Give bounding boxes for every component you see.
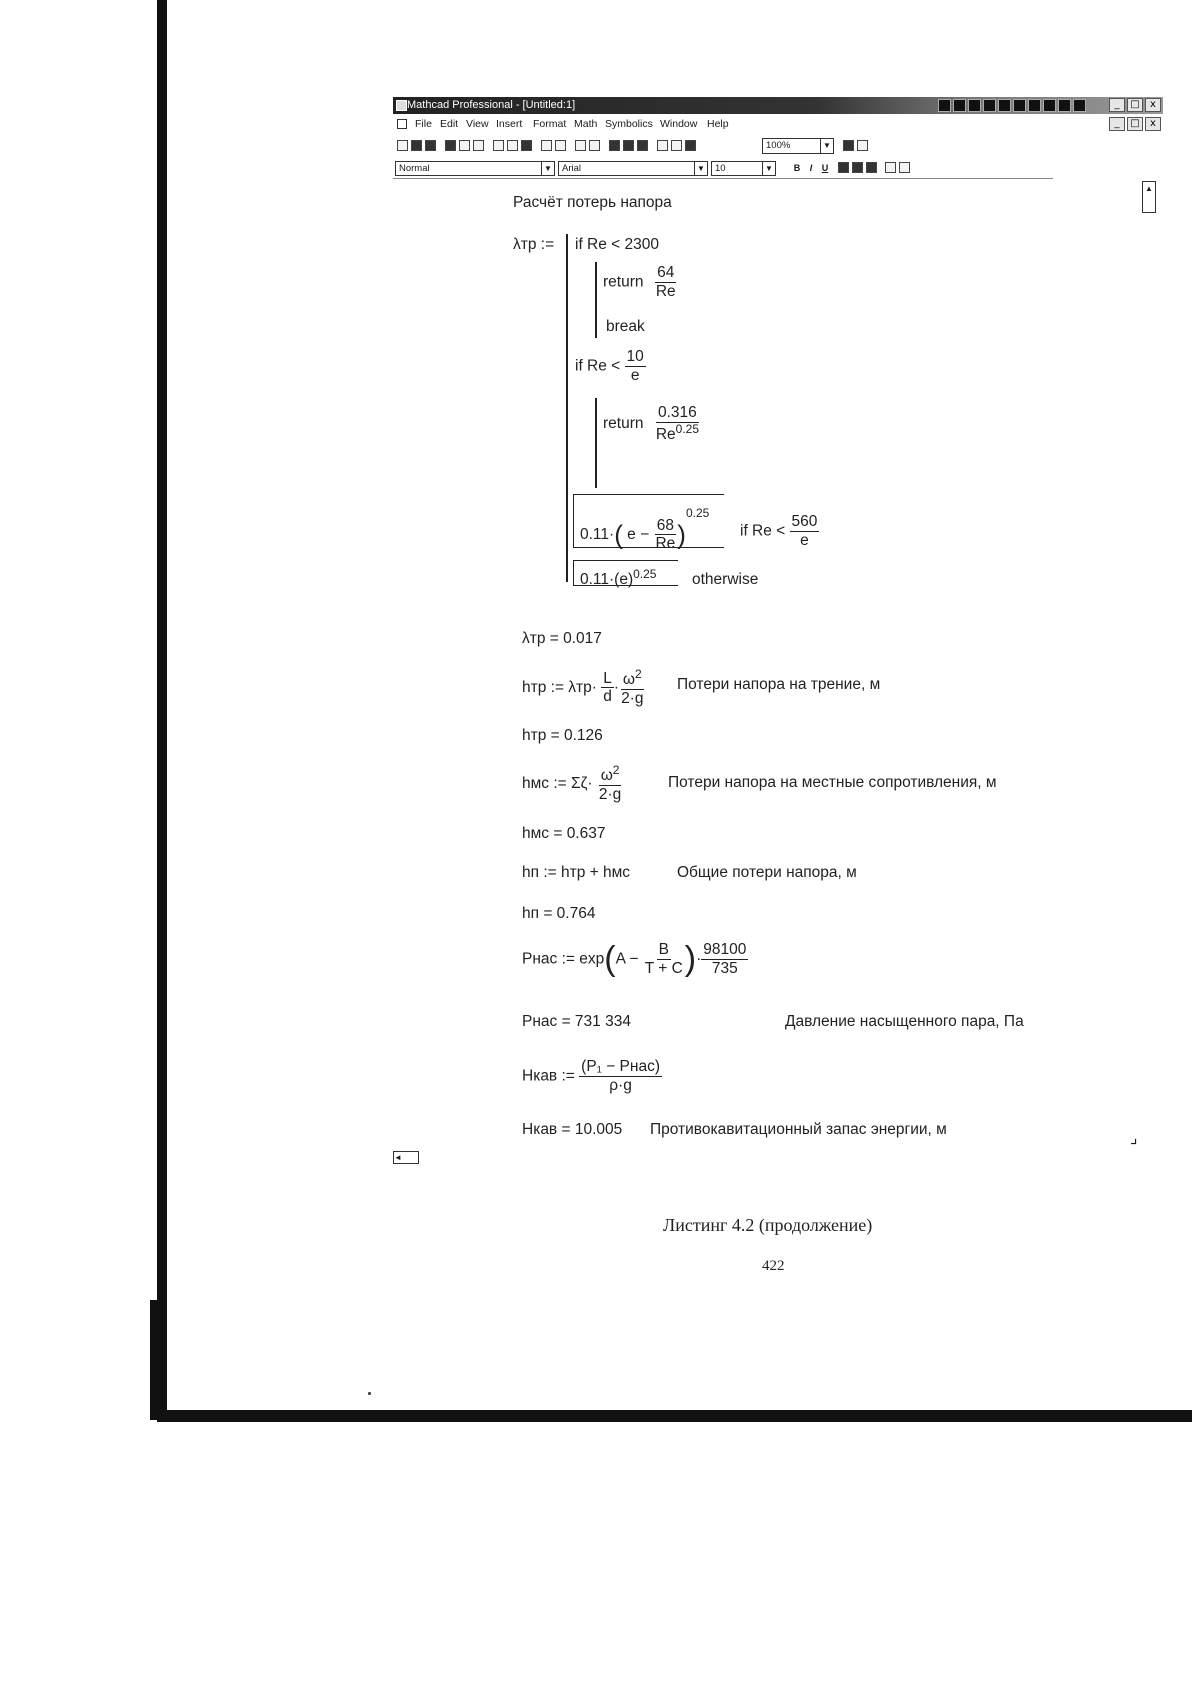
insert-hyperlink-icon[interactable]: [657, 140, 668, 151]
return-keyword: return: [603, 273, 644, 291]
menu-insert[interactable]: Insert: [496, 118, 523, 130]
fraction-denominator: ρ·g: [609, 1076, 632, 1094]
undo-icon[interactable]: [541, 140, 552, 151]
fraction-denominator: T + C: [644, 960, 683, 977]
scan-edge-left: [157, 0, 167, 1420]
program-row-3-expression: 0.11·( e − $\frac{68}{Re}$ )$^{0.25}$: [580, 506, 710, 553]
scan-edge-left-lower: [150, 1300, 166, 1420]
fraction-numerator: 64: [657, 264, 675, 281]
save-icon[interactable]: [425, 140, 436, 151]
term: e −: [627, 526, 650, 543]
menu-file[interactable]: File: [415, 118, 432, 130]
fraction-numerator: 560: [791, 513, 818, 530]
page-number: 422: [762, 1258, 785, 1274]
task-icon[interactable]: [953, 99, 966, 112]
pnas-definition: Рнас := exp(A − $\frac{B}{T + C}$ )· $\frac{98100}{735}$: [522, 940, 747, 978]
listing-caption: Листинг 4.2 (продолжение): [663, 1215, 873, 1235]
fraction-denominator: [654, 423, 701, 444]
fraction-numerator: 98100: [703, 941, 747, 959]
numbering-icon[interactable]: [899, 162, 910, 173]
term: A −: [615, 950, 639, 968]
power-exponent: 2: [612, 763, 620, 777]
open-icon[interactable]: [411, 140, 422, 151]
menu-symbolics[interactable]: Symbolics: [605, 118, 653, 130]
hkav-definition: [522, 1058, 662, 1095]
fraction-denominator: d: [603, 688, 612, 706]
vertical-scrollbar[interactable]: [1142, 181, 1156, 213]
hkav-comment: Противокавитационный запас энергии, м: [650, 1121, 947, 1138]
chevron-down-icon[interactable]: ▼: [820, 139, 833, 153]
task-icon[interactable]: [968, 99, 981, 112]
power-base: Re: [655, 425, 676, 443]
power-base: ω: [622, 671, 635, 689]
program-subbar: [595, 398, 597, 488]
task-icon[interactable]: [998, 99, 1011, 112]
power-exponent: 0.25: [633, 567, 657, 581]
document-icon[interactable]: [397, 119, 407, 129]
pnas-result: Рнас = 731 334: [522, 1013, 631, 1030]
horizontal-scrollbar[interactable]: [393, 1151, 419, 1164]
title-bar: [393, 97, 1163, 114]
fraction-numerator: B: [658, 941, 669, 959]
fraction-denominator: 735: [711, 960, 738, 977]
fraction-denominator: e: [630, 366, 640, 384]
fraction-numerator: L: [603, 669, 612, 687]
bold-button[interactable]: B: [793, 163, 801, 173]
program-row-3-condition: [740, 513, 819, 550]
power-exponent: 0.25: [675, 421, 699, 436]
calculate-icon[interactable]: [637, 140, 648, 151]
fraction-denominator: 2·g: [598, 785, 622, 803]
task-icon[interactable]: [1043, 99, 1056, 112]
align-right-icon[interactable]: [866, 162, 877, 173]
hp-comment: Общие потери напора, м: [677, 864, 857, 881]
coefficient: 0.11·: [580, 526, 615, 543]
if-condition-2: [575, 348, 646, 385]
resource-center-icon[interactable]: [843, 140, 854, 151]
insert-function-icon[interactable]: [609, 140, 620, 151]
resize-grip-icon[interactable]: ⌟: [1130, 1130, 1138, 1147]
formatting-toolbar: [393, 160, 1163, 178]
fraction-numerator: 68: [656, 516, 674, 534]
menu-math[interactable]: Math: [574, 118, 598, 130]
return-expression-2: [603, 404, 701, 444]
print-icon[interactable]: [445, 140, 456, 151]
power-exponent: 2: [634, 667, 642, 681]
align-down-icon[interactable]: [589, 140, 600, 151]
run-script-icon[interactable]: [685, 140, 696, 151]
break-1: break: [606, 318, 645, 335]
hmc-definition: [522, 764, 623, 804]
chevron-down-icon[interactable]: ▼: [694, 162, 707, 175]
worksheet-heading: Расчёт потерь напора: [513, 194, 672, 211]
fraction-denominator: e: [800, 531, 809, 549]
scan-edge-bottom: [157, 1410, 1192, 1422]
chevron-down-icon[interactable]: ▼: [762, 162, 775, 175]
font-size-value: 10: [715, 163, 726, 174]
program-bar: [566, 234, 568, 582]
align-center-icon[interactable]: [852, 162, 863, 173]
cut-icon[interactable]: [493, 140, 504, 151]
program-row-4-expression: [580, 567, 656, 589]
doc-close-button[interactable]: x: [1145, 117, 1161, 131]
close-button[interactable]: x: [1145, 98, 1161, 112]
italic-button[interactable]: I: [809, 163, 813, 173]
return-keyword: return: [603, 414, 644, 432]
restore-button[interactable]: □: [1127, 98, 1143, 112]
print-preview-icon[interactable]: [459, 140, 470, 151]
task-icon[interactable]: [1028, 99, 1041, 112]
hp-definition: hп := hтр + hмс: [522, 864, 631, 881]
help-icon[interactable]: [857, 140, 868, 151]
font-value: Arial: [562, 163, 582, 174]
scroll-left-icon[interactable]: ◄: [394, 1153, 402, 1162]
font-select[interactable]: [558, 161, 708, 176]
task-icon[interactable]: [1013, 99, 1026, 112]
fraction-denominator: Re: [655, 535, 676, 553]
align-left-icon[interactable]: [838, 162, 849, 173]
zoom-value: 100%: [766, 140, 791, 151]
expression-lhs: hтр := λтр·: [522, 678, 597, 696]
lambda-definition-lhs: λтр :=: [513, 236, 555, 253]
expression-lhs: Hкав :=: [522, 1067, 575, 1085]
power-base: ω: [600, 767, 613, 785]
minimize-button[interactable]: _: [1109, 98, 1125, 112]
program-subbar: [595, 262, 597, 338]
scroll-up-icon[interactable]: ▲: [1145, 184, 1153, 193]
task-icon[interactable]: [1073, 99, 1086, 112]
return-expression-1: [603, 264, 678, 301]
hmc-result: hмс = 0.637: [522, 825, 606, 842]
paste-icon[interactable]: [521, 140, 532, 151]
if-keyword: if Re <: [575, 357, 621, 375]
menu-edit[interactable]: Edit: [440, 118, 459, 130]
copy-icon[interactable]: [507, 140, 518, 151]
fraction-numerator: [599, 764, 622, 786]
lambda-result: λтр = 0.017: [522, 630, 602, 647]
if-condition-1: if Re < 2300: [575, 236, 660, 253]
pnas-comment: Давление насыщенного пара, Па: [785, 1013, 1024, 1030]
font-size-select[interactable]: [711, 161, 776, 176]
scan-speck: [368, 1392, 371, 1395]
fraction-denominator: Re: [655, 282, 676, 300]
task-icon[interactable]: [1058, 99, 1071, 112]
menu-help[interactable]: Help: [707, 118, 729, 130]
style-value: Normal: [399, 163, 430, 174]
expression-lhs: hмс := Σζ·: [522, 774, 593, 792]
spell-check-icon[interactable]: [473, 140, 484, 151]
hp-result: hп = 0.764: [522, 905, 596, 922]
hkav-result: Hкав = 10.005: [522, 1121, 623, 1138]
bullets-icon[interactable]: [885, 162, 896, 173]
menu-window[interactable]: Window: [660, 118, 698, 130]
menu-format[interactable]: Format: [533, 118, 567, 130]
standard-toolbar: [393, 137, 1163, 157]
style-select[interactable]: [395, 161, 555, 176]
fraction-numerator: 0.316: [658, 404, 697, 421]
menu-view[interactable]: View: [466, 118, 489, 130]
insert-unit-icon[interactable]: [623, 140, 634, 151]
hmc-comment: Потери напора на местные сопротивления, м: [668, 774, 997, 791]
htr-result: hтр = 0.126: [522, 727, 603, 744]
power-exponent: 0.25: [685, 506, 710, 520]
htr-comment: Потери напора на трение, м: [677, 676, 881, 693]
htr-definition: hтр := λтр· $\frac{L}{d}$ · $\frac{\omega^2}{2\cdot g}$: [522, 667, 644, 707]
new-icon[interactable]: [397, 140, 408, 151]
if-keyword: if Re <: [740, 522, 786, 540]
toolbar-divider: [393, 178, 1053, 179]
underline-button[interactable]: U: [821, 163, 829, 173]
taskbar-icons: [938, 99, 1086, 112]
fraction-numerator: [621, 668, 644, 690]
window-title: Mathcad Professional - [Untitled:1]: [407, 99, 576, 111]
menu-bar: [393, 116, 1163, 133]
fraction-denominator: 2·g: [621, 689, 644, 707]
redo-icon[interactable]: [555, 140, 566, 151]
component-wizard-icon[interactable]: [671, 140, 682, 151]
chevron-down-icon[interactable]: ▼: [541, 162, 554, 175]
doc-minimize-button[interactable]: _: [1109, 117, 1125, 131]
app-icon: [396, 100, 407, 111]
expression-lhs: Рнас := exp: [522, 950, 605, 968]
doc-restore-button[interactable]: □: [1127, 117, 1143, 131]
otherwise-keyword: otherwise: [692, 571, 759, 588]
fraction-numerator: 10: [626, 348, 644, 365]
expression: 0.11·(e): [580, 571, 634, 589]
align-across-icon[interactable]: [575, 140, 586, 151]
task-icon[interactable]: [938, 99, 951, 112]
task-icon[interactable]: [983, 99, 996, 112]
fraction-numerator: (P₁ − Рнас): [581, 1058, 660, 1075]
zoom-select[interactable]: [762, 138, 834, 154]
